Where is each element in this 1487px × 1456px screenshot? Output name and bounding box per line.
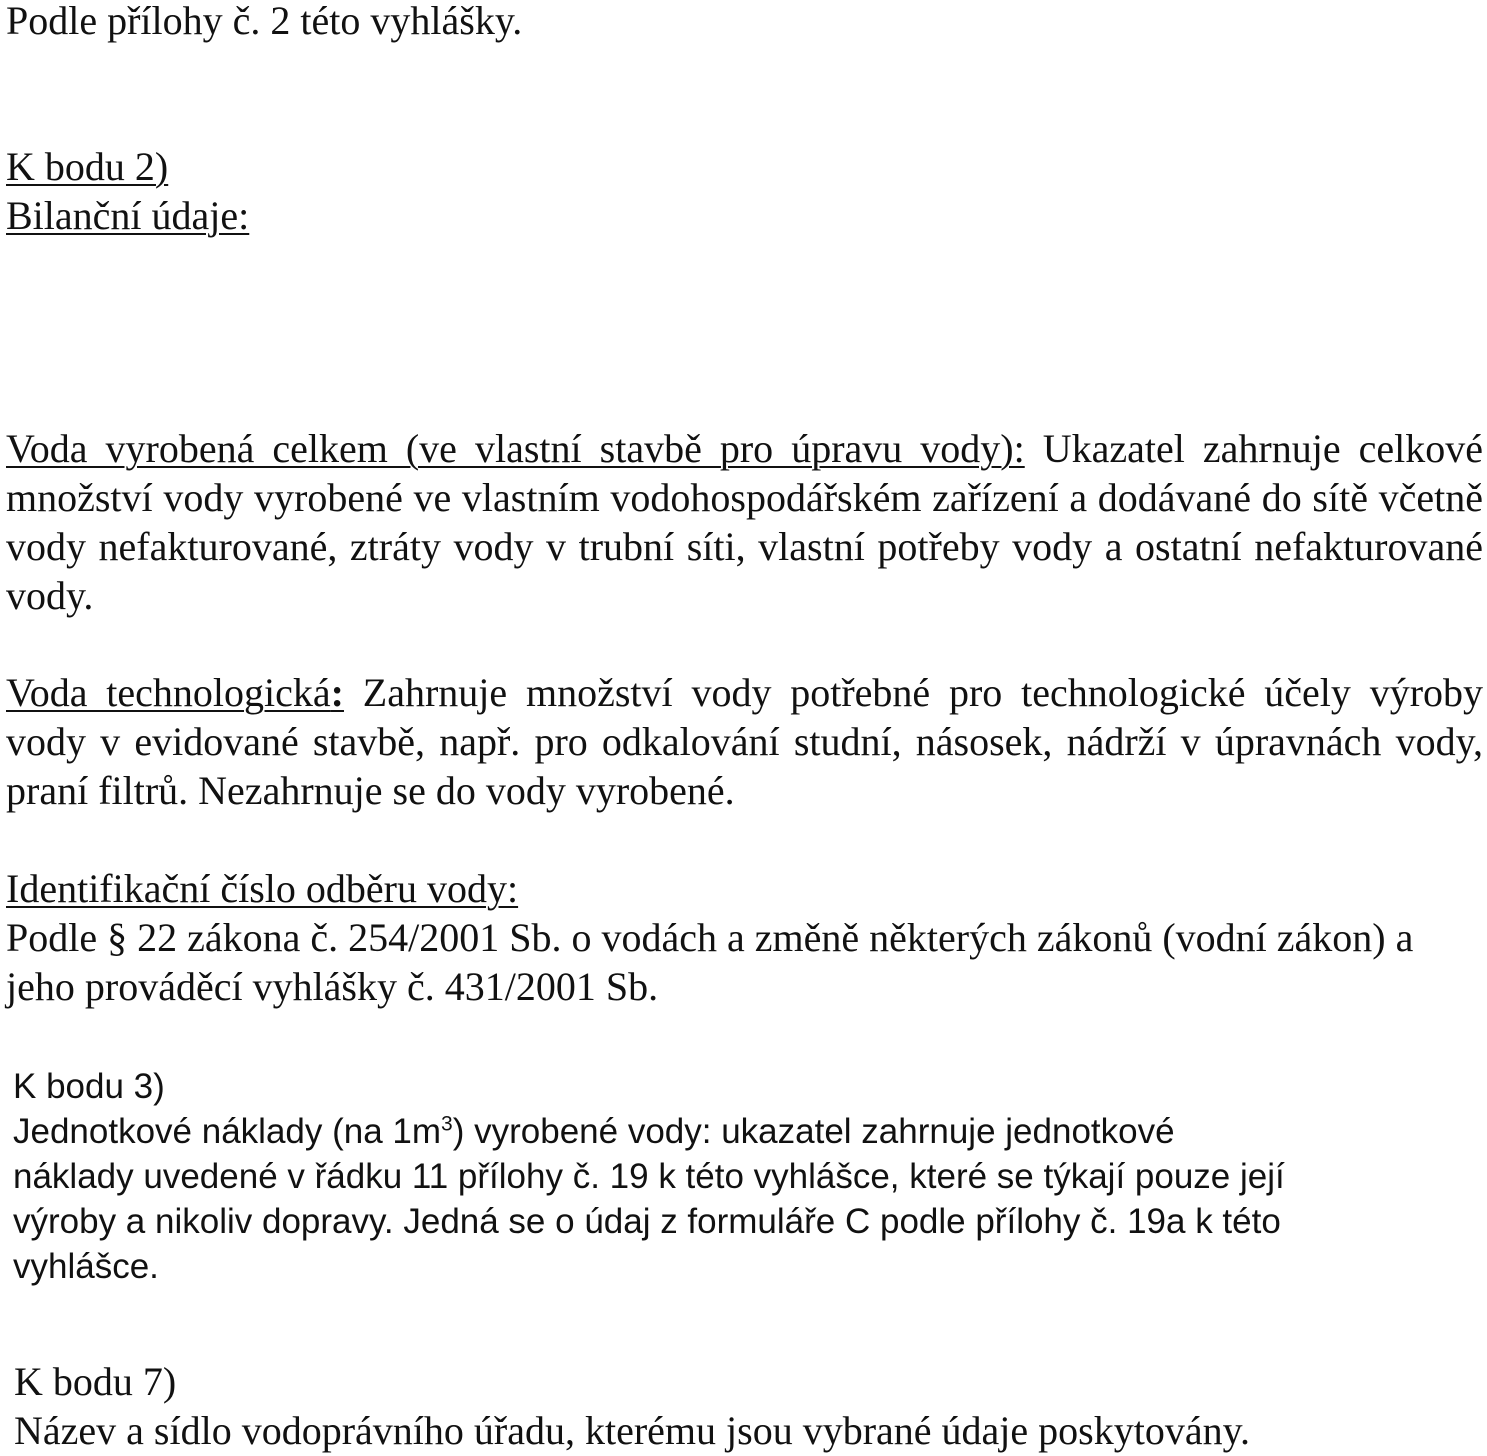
section-3-line-3: výroby a nikoliv dopravy. Jedná se o údaj z formuláře C podle přílohy č. 19a k této (13, 1202, 1281, 1241)
term-voda-vyrobena: Voda vyrobená celkem (ve vlastní stavbě pro úpravu vody): (6, 426, 1025, 471)
paragraph-voda-vyrobena (6, 424, 1483, 620)
section-3-line-2: náklady uvedené v řádku 11 přílohy č. 19 k této vyhlášce, které se týkají pouze její (13, 1157, 1285, 1196)
intro-text: Podle přílohy č. 2 této vyhlášky. (6, 0, 523, 43)
section-3-heading: K bodu 3) (13, 1067, 165, 1106)
paragraph-voda-technologicka (6, 668, 1483, 815)
section-3 (13, 1064, 1285, 1289)
section-7-text: Název a sídlo vodoprávního úřadu, kterému jsou vybrané údaje poskytovány. (14, 1408, 1250, 1453)
section-3-line-4: vyhlášce. (13, 1247, 159, 1286)
cubic-superscript: 3 (441, 1112, 453, 1136)
text-voda-vyrobena: Ukazatel zahrnuje celkové množství vody vyrobené ve vlastním vodohospodářském zařízení a dodávané do sítě včetně vody nefakturované, ztráty vody v trubní síti, vlastní potřeby vody a ostatní nefakturované vody. (6, 426, 1484, 618)
section-3-line-1-start: Jednotkové náklady (na 1m (13, 1112, 442, 1151)
section-3-line-1 (13, 1109, 1285, 1154)
text-voda-technologicka: Zahrnuje množství vody potřebné pro technologické účely výroby vody v evidované stavbě, např. pro odkalování studní, násosek, nádrží v úpravnách vody, praní filtrů. Nezahrnuje se do vody vyrobené. (6, 670, 1484, 813)
identification-text: Podle § 22 zákona č. 254/2001 Sb. o vodách a změně některých zákonů (vodní zákon) a jeho prováděcí vyhlášky č. 431/2001 Sb. (6, 915, 1414, 1009)
term-voda-technologicka: Voda technologická (6, 670, 331, 715)
term-voda-technologicka-colon: : (330, 670, 344, 715)
section-3-line-1-end: ) vyrobené vody: ukazatel zahrnuje jednotkové (452, 1112, 1175, 1151)
identification-heading: Identifikační číslo odběru vody: (6, 866, 519, 911)
section-2-heading: K bodu 2) (6, 144, 169, 189)
section-7-heading: K bodu 7) (14, 1359, 177, 1404)
section-2-subheading: Bilanční údaje: (6, 193, 250, 238)
